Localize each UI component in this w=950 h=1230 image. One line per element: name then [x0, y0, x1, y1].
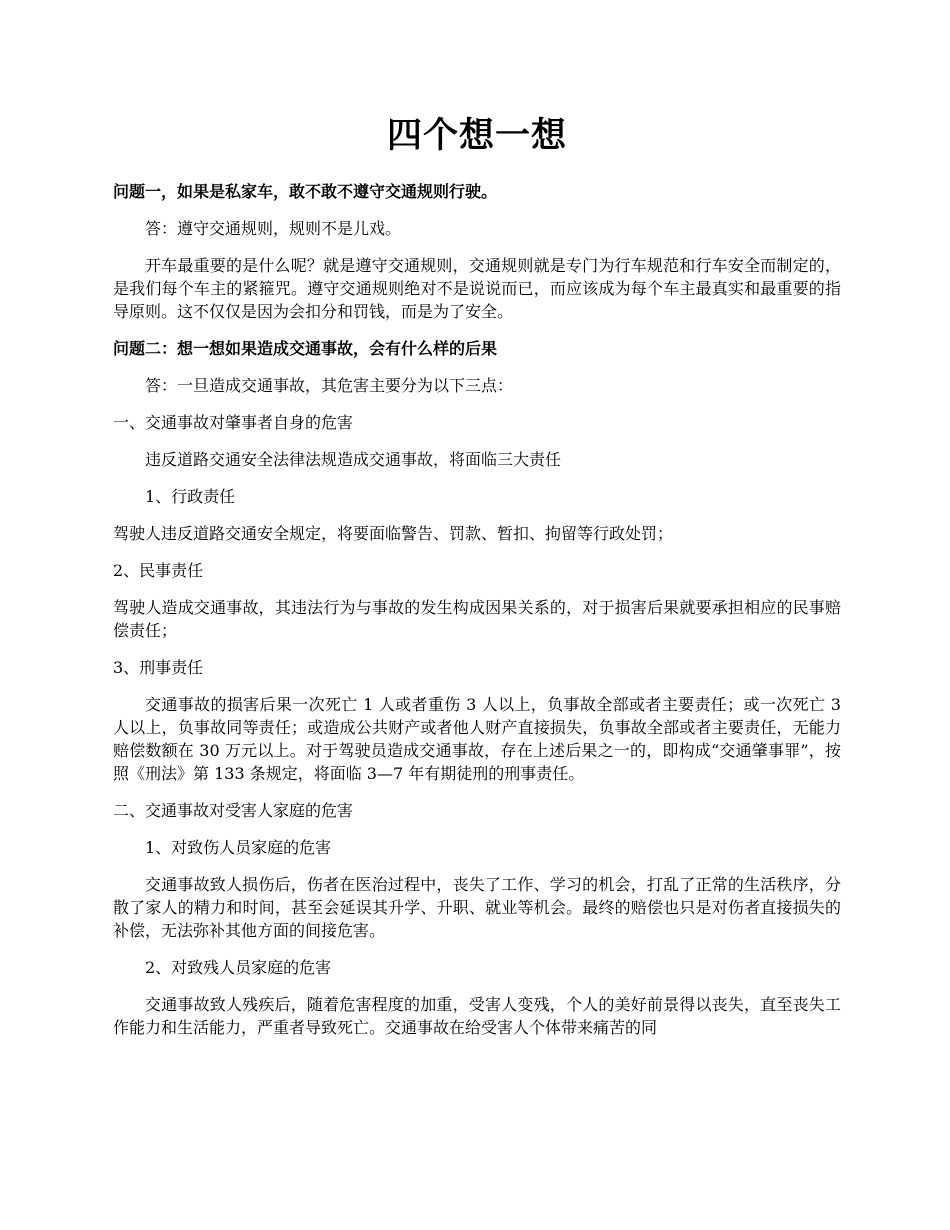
disabled-family-text: 交通事故致人残疾后，随着危害程度的加重，受害人变残，个人的美好前景得以丧失，直至丧失工作能力和生活能力，严重者导致死亡。交通事故在给受害人个体带来痛苦的同: [113, 995, 841, 1037]
answer-two: 答：一旦造成交通事故，其危害主要分为以下三点：: [145, 376, 514, 395]
criminal-text: 交通事故的损害后果一次死亡 1 人或者重伤 3 人以上，负事故全部或者主要责任；或一次死亡 3 人以上，负事故同等责任；或造成公共财产或者他人财产直接损失，负事故全部或者主要责任，无能力赔偿数额在 30 万元以上。对于驾驶员造成交通事故，存在上述后果之一的，即构成“交通肇事罪”，按照《刑法》第 133 条规定，将面临 3—7 年有期徒刑的刑事责任。: [113, 695, 841, 783]
administrative-text: 驾驶人违反道路交通安全规定，将要面临警告、罚款、暂扣、拘留等行政处罚；: [113, 524, 674, 543]
document-page: [113, 112, 841, 1053]
three-responsibilities-intro: 违反道路交通安全法律法规造成交通事故，将面临三大责任: [145, 450, 562, 469]
civil-text: 驾驶人造成交通事故，其违法行为与事故的发生构成因果关系的，对于损害后果就要承担相应的民事赔偿责任；: [113, 598, 841, 640]
criminal-heading: 3、刑事责任: [113, 658, 204, 677]
injured-family-text: 交通事故致人损伤后，伤者在医治过程中，丧失了工作、学习的机会，打乱了正常的生活秩序，分散了家人的精力和时间，甚至会延误其升学、升职、就业等机会。最终的赔偿也只是对伤者直接损失的补偿，无法弥补其他方面的间接危害。: [113, 875, 841, 940]
question-two-heading: 问题二：想一想如果造成交通事故，会有什么样的后果: [113, 339, 498, 358]
administrative-heading: 1、行政责任: [145, 487, 236, 506]
question-one-heading: 问题一，如果是私家车，敢不敢不遵守交通规则行驶。: [113, 182, 498, 201]
document-title: 四个想一想: [386, 115, 567, 156]
answer-one-detail: 开车最重要的是什么呢？就是遵守交通规则，交通规则就是专门为行车规范和行车安全而制定的，是我们每个车主的紧箍咒。遵守交通规则绝对不是说说而已，而应该成为每个车主最真实和最重要的指导原则。这不仅仅是因为会扣分和罚钱，而是为了安全。: [113, 256, 841, 321]
injured-family-heading: 1、对致伤人员家庭的危害: [145, 838, 332, 857]
section-one-heading: 一、交通事故对肇事者自身的危害: [113, 413, 354, 432]
section-two-heading: 二、交通事故对受害人家庭的危害: [113, 801, 354, 820]
disabled-family-heading: 2、对致残人员家庭的危害: [145, 958, 332, 977]
civil-heading: 2、民事责任: [113, 561, 204, 580]
answer-one: 答：遵守交通规则，规则不是儿戏。: [145, 219, 402, 238]
